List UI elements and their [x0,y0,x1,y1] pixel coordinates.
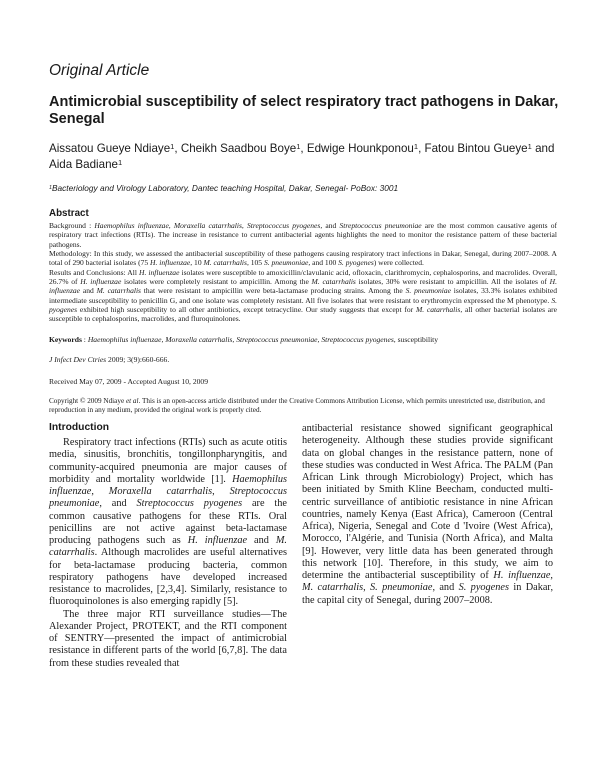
abstract-results: Results and Conclusions: All H. influenzae isolates were susceptible to amoxicillin/clavulanic acid, ofloxacin, clarithromycin, cephalosporins, and macrolides. Overall, 26.7% of H. influenzae isolates were completely resistant to ampicillin. Among the M. catarrhalis isolates, 30% were resistant to ampicillin. All the isolates of H. influenzae and M. catarrhalis that were resistant to ampicillin were beta-lactamase producing strains. Among the S. pneumoniae isolates, 33.3% isolates exhibited intermediate susceptibility to penicillin G, and one isolate was completely resistant. All five isolates that were resistant to erythromycin expressed the M phenotype. S. pyogenes exhibited high susceptibility to all other antibiotics, except tetracycline. Our study suggests that except for M. catarrhalis, all other bacterial isolates are susceptible to cephalosporins, macrolides, and fluroquinolones. [49,267,558,324]
introduction-heading: Introduction [49,422,110,433]
received-accepted-dates: Received May 07, 2009 - Accepted August 10, 2009 [49,377,209,386]
copyright-notice: Copyright © 2009 Ndiaye et al. This is an open-access article distributed under the Creative Commons Attribution License, which permits unrestricted use, distribution, and reproduction in any medium, provided the original work is properly cited. [49,397,545,415]
introduction-paragraph: The three major RTI surveillance studies—The Alexander Project, PROTEKT, and the RTI component of SENTRY—presented the impact of antimicrobial resistance in different parts of the world [6,7,8]. The data from these studies revealed that [49,608,287,669]
keywords: Keywords : Haemophilus influenzae, Moraxella catarrhalis, Streptococcus pneumoniae, Streptococcus pyogenes, susceptibility [49,335,439,344]
introduction-column-left [49,437,287,670]
abstract-methodology: Methodology: In this study, we assessed the antibacterial susceptibility of these pathogens causing respiratory tract infections in Dakar, Senegal, during 2007–2008. A total of 290 bacterial isolates (75 H. influenzae, 10 M. catarrhalis, 105 S. pneumoniae, and 100 S. pyogenes) were collected. [49,249,557,268]
affiliation: $^1$Bacteriology and Virology Laboratory, Dantec teaching Hospital, Dakar, Senegal- PoBox: 3001 [49,183,399,193]
introduction-column-right [302,423,553,607]
article-type-label: Original Article [49,62,150,79]
abstract-heading: Abstract [49,208,89,219]
article-title: Antimicrobial susceptibility of select respiratory tract pathogens in Dakar, Senegal [49,94,559,127]
author-list: Aissatou Gueye Ndiaye$^1$, Cheikh Saadbou Boye$^1$, Edwige Hounkponou$^1$, Fatou Bintou Gueye$^1$ and Aida Badiane$^1$ [49,141,555,171]
introduction-paragraph: Respiratory tract infections (RTIs) such as acute otitis media, sinusitis, bronchitis, tongillonpharyngitis, and community-acquired pneumonia are major causes of morbidity and mortality worldwide [1]. Haemophilus influenzae, Moraxella catarrhalis, Streptococcus pneumoniae, and Streptococcus pyogenes are the common causative pathogens for these RTIs. Oral penicillins are not active against beta-lactamase producing pathogens such as H. influenzae and M. catarrhalis. Although macrolides are useful alternatives for beta-lactamase producing bacteria, common respiratory pathogens have developed increased resistance to macrolides, [2,3,4]. Similarly, resistance to fluoroquinolones is also emerging rapidly [5]. [49,437,288,608]
abstract-background: Background : Haemophilus influenzae, Moraxella catarrhalis, Streptococcus pyogenes, and Streptococcus pneumoniae are the most common causative agents of respiratory tract infections (RTIs). The increase in resistance to current antibacterial agents highlights the need to monitor the resistance pattern of these bacterial pathogens. [49,221,558,249]
journal-citation: J Infect Dev Ctries 2009; 3(9):660-666. [49,355,170,364]
introduction-paragraph: antibacterial resistance showed significant geographical heterogeneity. Although these studies provide significant data on global changes in the resistance pattern, none of these studies was conducted in West Africa. The PALM (Pan African Link through Microbiology) Project, which has been initiated by Smith Kline Beecham, conducted multi-centric surveillance of antibiotic resistance in nine African countries, namely Kenya (East Africa), Cameroon (Central Africa), Nigeria, Senegal and Cote d 'Ivoire (West Africa), Morocco, l'Algérie, and Tunisia (North Africa), and Malta [9]. However, very little data has been generated through this network [10]. Therefore, in this study, we aim to determine the antibacterial susceptibility of H. influenzae, M. catarrhalis, S. pneumoniae, and S. pyogenes in Dakar, the capital city of Senegal, during 2007–2008. [302,423,554,606]
abstract-body [49,221,557,324]
